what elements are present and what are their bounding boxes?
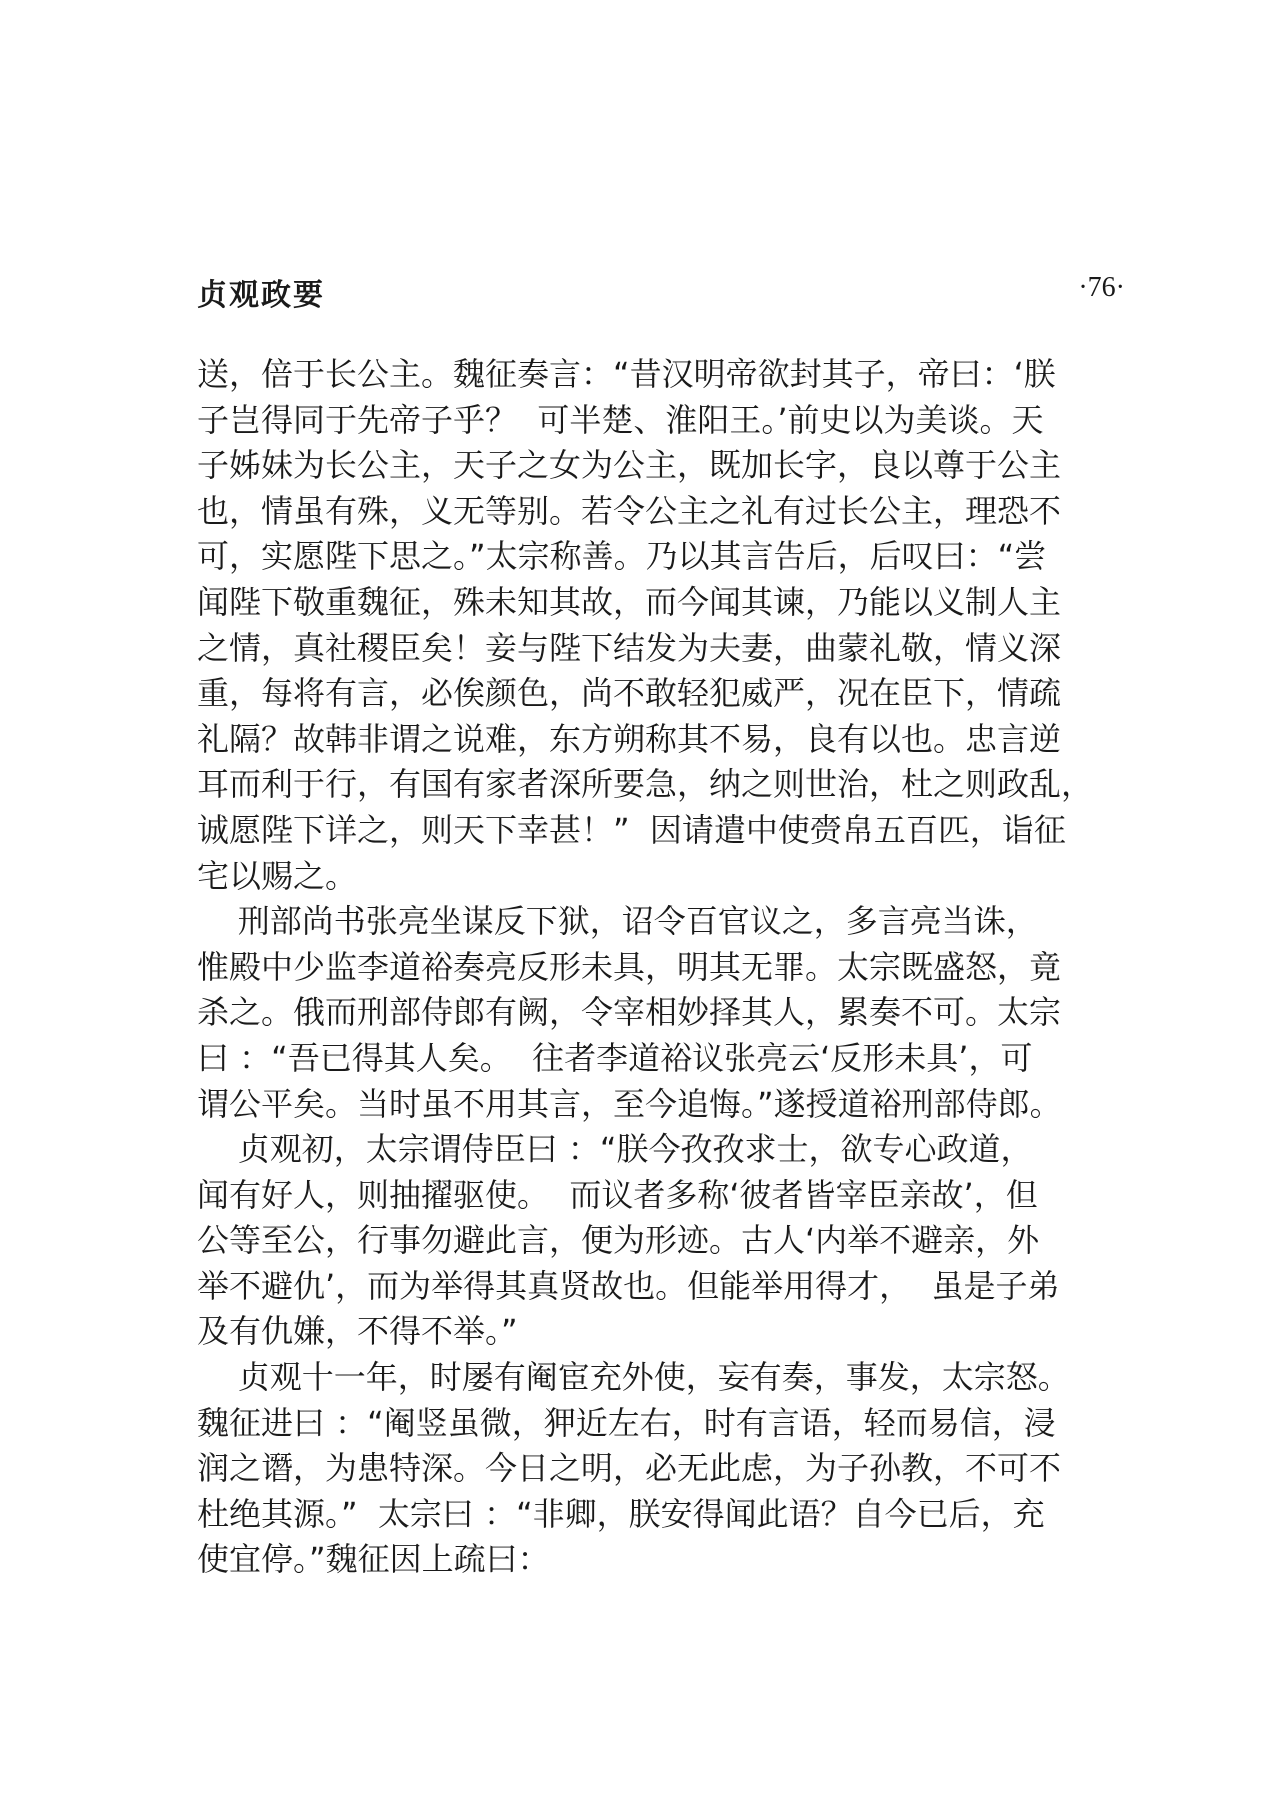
text-line: 也，情虽有殊，义无等别。若令公主之礼有过长公主，理恐不	[197, 491, 1062, 530]
page-header	[197, 270, 1125, 314]
text-line: 可，实愿陛下思之。”太宗称善。乃以其言告后，后叹曰：“尝	[197, 537, 1047, 576]
text-line: 使宜停。”魏征因上疏曰：	[197, 1540, 550, 1579]
text-line: 惟殿中少监李道裕奏亮反形未具，明其无罪。太宗既盛怒，竟	[197, 947, 1062, 986]
text-line: 杀之。俄而刑部侍郎有阙，令宰相妙择其人，累奏不可。太宗	[197, 993, 1062, 1032]
text-line: 重，每将有言，必俟颜色，尚不敢轻犯威严，况在臣下，情疏	[197, 674, 1062, 713]
body-text	[197, 352, 1097, 1583]
text-line: 贞观初，太宗谓侍臣曰 ：“朕今孜孜求士，欲专心政道，	[197, 1130, 1033, 1169]
text-line: 润之谮，为患特深。今日之明，必无此虑，为子孙教，不可不	[197, 1449, 1062, 1488]
text-line: 杜绝其源。” 太宗曰 ：“非卿，朕安得闻此语？自今已后，充	[197, 1494, 1045, 1533]
text-line: 魏征进曰 ：“阉竖虽微，狎近左右，时有言语，轻而易信，浸	[197, 1403, 1056, 1442]
text-line: 闻陛下敬重魏征，殊未知其故，而今闻其谏，乃能以义制人主	[197, 582, 1062, 621]
text-line: 刑部尚书张亮坐谋反下狱，诏令百官议之，多言亮当诛，	[197, 902, 1038, 941]
text-line: 送，倍于长公主。魏征奏言：“昔汉明帝欲封其子，帝曰：‘朕	[197, 355, 1056, 393]
text-line: 公等至公，行事勿避此言，便为形迹。古人‘内举不避亲，外	[197, 1221, 1040, 1260]
text-line: 耳而利于行，有国有家者深所要急，纳之则世治，杜之则政乱，	[197, 765, 1094, 804]
text-line: 及有仇嫌，不得不举。”	[197, 1312, 518, 1351]
text-line: 诚愿陛下详之，则天下幸甚！” 因请遣中使赍帛五百匹，诣征	[197, 810, 1066, 849]
text-line: 之情，真社稷臣矣！妾与陛下结发为夫妻，曲蒙礼敬，情义深	[197, 628, 1062, 667]
text-line: 闻有好人，则抽擢驱使。 而议者多称‘彼者皆宰臣亲故’，但	[197, 1175, 1038, 1214]
text-line: 贞观十一年，时屡有阉宦充外使，妄有奏，事发，太宗怒。	[197, 1358, 1070, 1397]
text-line: 曰 ：“吾已得其人矣。 往者李道裕议张亮云‘反形未具’，可	[197, 1038, 1033, 1077]
text-line: 举不避仇’，而为举得其真贤故也。但能举用得才， 虽是子弟	[197, 1266, 1060, 1305]
text-line: 礼隔？故韩非谓之说难，东方朔称其不易，良有以也。忠言逆	[197, 719, 1062, 758]
book-title: 贞观政要	[197, 278, 325, 313]
page-number: ·76·	[1078, 272, 1125, 303]
text-line: 子姊妹为长公主，天子之女为公主，既加长字，良以尊于公主	[197, 446, 1062, 485]
text-line: 谓公平矣。当时虽不用其言，至今追悔。”遂授道裕刑部侍郎。	[197, 1084, 1062, 1123]
text-line: 子岂得同于先帝子乎？ 可半楚、淮阳王。’前史以为美谈。天	[197, 400, 1044, 439]
text-line: 宅以赐之。	[197, 856, 358, 895]
